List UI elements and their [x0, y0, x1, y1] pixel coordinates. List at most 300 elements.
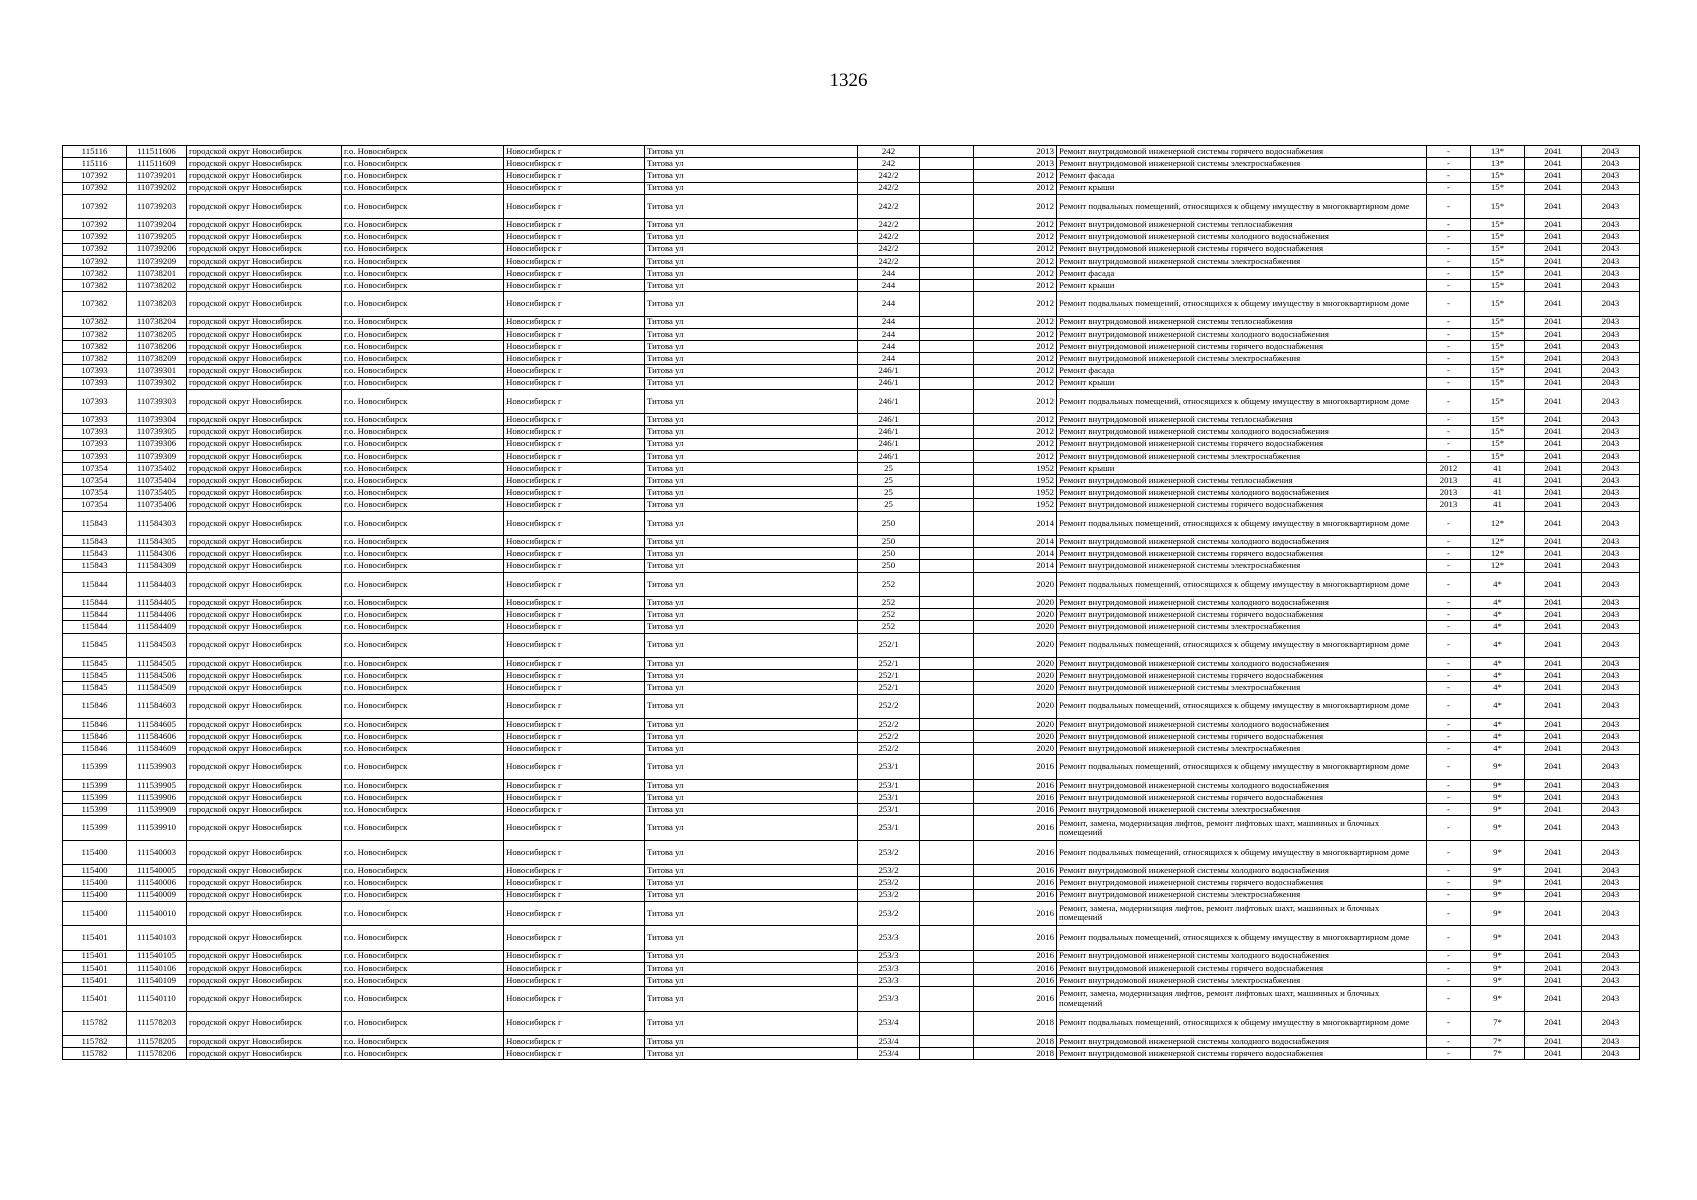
- cell-settlement: Новосибирск г: [504, 280, 645, 292]
- cell-plan-start-year: 2041: [1525, 950, 1582, 962]
- cell-work-type: Ремонт крыши: [1057, 462, 1427, 474]
- cell-street: Титова ул: [645, 597, 858, 609]
- cell-last-repair-year: -: [1427, 609, 1471, 621]
- cell-last-repair-year: -: [1427, 353, 1471, 365]
- cell-house-number: 244: [858, 267, 920, 279]
- cell-house-number: 252/2: [858, 718, 920, 730]
- cell-year-built: 2016: [974, 755, 1057, 779]
- cell-plan-start-year: 2041: [1525, 572, 1582, 596]
- cell-settlement: Новосибирск г: [504, 182, 645, 194]
- cell-work-type: Ремонт фасада: [1057, 365, 1427, 377]
- cell-municipal-district: г.о. Новосибирск: [342, 194, 504, 218]
- cell-element-id: 110735405: [127, 487, 187, 499]
- table-row: [63, 328, 1640, 340]
- cell-work-type: Ремонт, замена, модернизация лифтов, ремонт лифтовых шахт, машинных и блочных помещений: [1057, 816, 1427, 840]
- cell-settlement: Новосибирск г: [504, 926, 645, 950]
- cell-plan-end-year: 2043: [1582, 426, 1640, 438]
- cell-street: Титова ул: [645, 987, 858, 1011]
- cell-house-number: 242/2: [858, 255, 920, 267]
- cell-element-id: 110739201: [127, 170, 187, 182]
- cell-municipal-district: г.о. Новосибирск: [342, 267, 504, 279]
- cell-year-built: 2016: [974, 889, 1057, 901]
- cell-municipality: городской округ Новосибирск: [187, 926, 342, 950]
- table-row: [63, 536, 1640, 548]
- cell-last-repair-year: -: [1427, 743, 1471, 755]
- cell-plan-start-year: 2041: [1525, 621, 1582, 633]
- cell-house-number: 253/2: [858, 901, 920, 925]
- cell-plan-start-year: 2041: [1525, 438, 1582, 450]
- cell-building: [920, 1011, 974, 1035]
- cell-municipal-district: г.о. Новосибирск: [342, 475, 504, 487]
- cell-house-number: 25: [858, 475, 920, 487]
- cell-municipal-district: г.о. Новосибирск: [342, 560, 504, 572]
- cell-house-number: 252/1: [858, 682, 920, 694]
- cell-street: Титова ул: [645, 365, 858, 377]
- cell-plan-end-year: 2043: [1582, 560, 1640, 572]
- cell-last-repair-year: -: [1427, 1011, 1471, 1035]
- page-number: 1326: [829, 70, 868, 91]
- cell-element-id: 111584403: [127, 572, 187, 596]
- cell-settlement: Новосибирск г: [504, 1035, 645, 1047]
- cell-house-number: 246/1: [858, 426, 920, 438]
- cell-element-id: 111540010: [127, 901, 187, 925]
- cell-element-id: 110739305: [127, 426, 187, 438]
- cell-last-repair-year: -: [1427, 621, 1471, 633]
- cell-last-repair-year: -: [1427, 962, 1471, 974]
- cell-last-repair-year: -: [1427, 597, 1471, 609]
- cell-element-id: 110739205: [127, 231, 187, 243]
- cell-plan-start-year: 2041: [1525, 255, 1582, 267]
- cell-wear-level: 12*: [1471, 511, 1525, 535]
- cell-plan-start-year: 2041: [1525, 718, 1582, 730]
- cell-element-id: 111584303: [127, 511, 187, 535]
- cell-street: Титова ул: [645, 840, 858, 864]
- cell-plan-start-year: 2041: [1525, 389, 1582, 413]
- cell-year-built: 2014: [974, 560, 1057, 572]
- table-row: [63, 926, 1640, 950]
- cell-work-type: Ремонт внутридомовой инженерной системы холодного водоснабжения: [1057, 426, 1427, 438]
- cell-house-id: 107392: [63, 182, 127, 194]
- cell-wear-level: 15*: [1471, 255, 1525, 267]
- cell-house-id: 107393: [63, 377, 127, 389]
- cell-last-repair-year: -: [1427, 560, 1471, 572]
- cell-building: [920, 267, 974, 279]
- cell-house-number: 252/1: [858, 670, 920, 682]
- cell-house-id: 115843: [63, 511, 127, 535]
- cell-settlement: Новосибирск г: [504, 572, 645, 596]
- cell-house-number: 253/3: [858, 926, 920, 950]
- cell-settlement: Новосибирск г: [504, 158, 645, 170]
- cell-municipality: городской округ Новосибирск: [187, 267, 342, 279]
- cell-work-type: Ремонт внутридомовой инженерной системы горячего водоснабжения: [1057, 731, 1427, 743]
- table-row: [63, 316, 1640, 328]
- cell-wear-level: 9*: [1471, 950, 1525, 962]
- cell-work-type: Ремонт внутридомовой инженерной системы горячего водоснабжения: [1057, 877, 1427, 889]
- cell-municipality: городской округ Новосибирск: [187, 731, 342, 743]
- cell-settlement: Новосибирск г: [504, 316, 645, 328]
- cell-plan-start-year: 2041: [1525, 633, 1582, 657]
- cell-plan-end-year: 2043: [1582, 280, 1640, 292]
- cell-year-built: 2016: [974, 987, 1057, 1011]
- cell-house-id: 115116: [63, 158, 127, 170]
- cell-municipal-district: г.о. Новосибирск: [342, 950, 504, 962]
- cell-work-type: Ремонт внутридомовой инженерной системы электроснабжения: [1057, 353, 1427, 365]
- cell-year-built: 2012: [974, 231, 1057, 243]
- cell-year-built: 2018: [974, 1048, 1057, 1060]
- cell-house-id: 115844: [63, 609, 127, 621]
- cell-wear-level: 15*: [1471, 267, 1525, 279]
- cell-building: [920, 962, 974, 974]
- cell-street: Титова ул: [645, 499, 858, 511]
- cell-element-id: 111539903: [127, 755, 187, 779]
- cell-building: [920, 889, 974, 901]
- cell-element-id: 111540103: [127, 926, 187, 950]
- cell-plan-start-year: 2041: [1525, 962, 1582, 974]
- cell-house-number: 253/1: [858, 792, 920, 804]
- cell-house-number: 253/2: [858, 865, 920, 877]
- cell-house-number: 242/2: [858, 170, 920, 182]
- cell-plan-start-year: 2041: [1525, 377, 1582, 389]
- cell-year-built: 2012: [974, 292, 1057, 316]
- cell-work-type: Ремонт внутридомовой инженерной системы горячего водоснабжения: [1057, 962, 1427, 974]
- cell-street: Титова ул: [645, 743, 858, 755]
- cell-house-id: 107354: [63, 475, 127, 487]
- cell-building: [920, 511, 974, 535]
- cell-year-built: 2012: [974, 426, 1057, 438]
- cell-plan-end-year: 2043: [1582, 779, 1640, 791]
- cell-year-built: 2012: [974, 365, 1057, 377]
- cell-settlement: Новосибирск г: [504, 365, 645, 377]
- cell-last-repair-year: -: [1427, 1048, 1471, 1060]
- cell-building: [920, 438, 974, 450]
- cell-plan-start-year: 2041: [1525, 901, 1582, 925]
- table-row: [63, 974, 1640, 986]
- cell-street: Титова ул: [645, 926, 858, 950]
- cell-building: [920, 682, 974, 694]
- cell-municipality: городской округ Новосибирск: [187, 194, 342, 218]
- cell-settlement: Новосибирск г: [504, 974, 645, 986]
- cell-year-built: 1952: [974, 462, 1057, 474]
- cell-element-id: 111539905: [127, 779, 187, 791]
- cell-work-type: Ремонт подвальных помещений, относящихся к общему имуществу в многоквартирном доме: [1057, 755, 1427, 779]
- cell-last-repair-year: -: [1427, 718, 1471, 730]
- cell-house-number: 252/1: [858, 633, 920, 657]
- cell-municipality: городской округ Новосибирск: [187, 158, 342, 170]
- cell-year-built: 2012: [974, 328, 1057, 340]
- cell-last-repair-year: -: [1427, 877, 1471, 889]
- cell-building: [920, 1048, 974, 1060]
- cell-municipal-district: г.о. Новосибирск: [342, 682, 504, 694]
- cell-plan-end-year: 2043: [1582, 414, 1640, 426]
- cell-municipality: городской округ Новосибирск: [187, 950, 342, 962]
- cell-municipal-district: г.о. Новосибирск: [342, 146, 504, 158]
- cell-last-repair-year: -: [1427, 670, 1471, 682]
- cell-municipality: городской округ Новосибирск: [187, 231, 342, 243]
- cell-house-id: 115846: [63, 731, 127, 743]
- cell-house-id: 115400: [63, 889, 127, 901]
- cell-last-repair-year: -: [1427, 816, 1471, 840]
- cell-element-id: 111540003: [127, 840, 187, 864]
- cell-municipality: городской округ Новосибирск: [187, 438, 342, 450]
- cell-settlement: Новосибирск г: [504, 779, 645, 791]
- cell-building: [920, 389, 974, 413]
- cell-house-number: 246/1: [858, 438, 920, 450]
- cell-municipal-district: г.о. Новосибирск: [342, 974, 504, 986]
- cell-wear-level: 15*: [1471, 219, 1525, 231]
- cell-wear-level: 9*: [1471, 962, 1525, 974]
- cell-municipality: городской округ Новосибирск: [187, 255, 342, 267]
- cell-plan-start-year: 2041: [1525, 1035, 1582, 1047]
- cell-house-number: 242/2: [858, 243, 920, 255]
- cell-settlement: Новосибирск г: [504, 865, 645, 877]
- cell-house-number: 253/2: [858, 877, 920, 889]
- cell-wear-level: 12*: [1471, 548, 1525, 560]
- cell-wear-level: 4*: [1471, 657, 1525, 669]
- cell-work-type: Ремонт внутридомовой инженерной системы холодного водоснабжения: [1057, 231, 1427, 243]
- table-row: [63, 487, 1640, 499]
- cell-house-id: 115400: [63, 865, 127, 877]
- cell-work-type: Ремонт подвальных помещений, относящихся к общему имуществу в многоквартирном доме: [1057, 511, 1427, 535]
- cell-plan-start-year: 2041: [1525, 475, 1582, 487]
- cell-plan-end-year: 2043: [1582, 194, 1640, 218]
- cell-work-type: Ремонт фасада: [1057, 267, 1427, 279]
- cell-building: [920, 414, 974, 426]
- cell-building: [920, 182, 974, 194]
- cell-plan-end-year: 2043: [1582, 1035, 1640, 1047]
- cell-municipal-district: г.о. Новосибирск: [342, 694, 504, 718]
- cell-last-repair-year: 2013: [1427, 487, 1471, 499]
- cell-settlement: Новосибирск г: [504, 146, 645, 158]
- cell-plan-end-year: 2043: [1582, 487, 1640, 499]
- cell-municipality: городской округ Новосибирск: [187, 1048, 342, 1060]
- cell-house-id: 115843: [63, 548, 127, 560]
- cell-municipal-district: г.о. Новосибирск: [342, 792, 504, 804]
- cell-municipality: городской округ Новосибирск: [187, 353, 342, 365]
- cell-street: Титова ул: [645, 779, 858, 791]
- cell-wear-level: 15*: [1471, 292, 1525, 316]
- cell-plan-start-year: 2041: [1525, 536, 1582, 548]
- cell-building: [920, 779, 974, 791]
- cell-wear-level: 7*: [1471, 1048, 1525, 1060]
- table-row: [63, 633, 1640, 657]
- cell-element-id: 111511609: [127, 158, 187, 170]
- cell-municipality: городской округ Новосибирск: [187, 718, 342, 730]
- cell-settlement: Новосибирск г: [504, 877, 645, 889]
- cell-element-id: 111584603: [127, 694, 187, 718]
- cell-house-id: 115782: [63, 1048, 127, 1060]
- cell-last-repair-year: -: [1427, 901, 1471, 925]
- table-row: [63, 438, 1640, 450]
- cell-work-type: Ремонт крыши: [1057, 182, 1427, 194]
- cell-house-id: 107392: [63, 255, 127, 267]
- cell-street: Титова ул: [645, 158, 858, 170]
- cell-last-repair-year: -: [1427, 280, 1471, 292]
- cell-street: Титова ул: [645, 255, 858, 267]
- cell-plan-start-year: 2041: [1525, 597, 1582, 609]
- cell-last-repair-year: -: [1427, 926, 1471, 950]
- cell-element-id: 111584306: [127, 548, 187, 560]
- cell-element-id: 111540110: [127, 987, 187, 1011]
- cell-house-number: 253/3: [858, 950, 920, 962]
- cell-street: Титова ул: [645, 889, 858, 901]
- cell-street: Титова ул: [645, 426, 858, 438]
- cell-municipal-district: г.о. Новосибирск: [342, 255, 504, 267]
- cell-street: Титова ул: [645, 718, 858, 730]
- cell-wear-level: 15*: [1471, 170, 1525, 182]
- cell-plan-start-year: 2041: [1525, 450, 1582, 462]
- cell-last-repair-year: -: [1427, 755, 1471, 779]
- cell-settlement: Новосибирск г: [504, 487, 645, 499]
- cell-house-number: 252/2: [858, 743, 920, 755]
- cell-wear-level: 15*: [1471, 328, 1525, 340]
- cell-work-type: Ремонт внутридомовой инженерной системы электроснабжения: [1057, 974, 1427, 986]
- cell-element-id: 110739306: [127, 438, 187, 450]
- cell-element-id: 110735404: [127, 475, 187, 487]
- cell-year-built: 2020: [974, 731, 1057, 743]
- cell-year-built: 2016: [974, 950, 1057, 962]
- cell-plan-start-year: 2041: [1525, 548, 1582, 560]
- cell-year-built: 2016: [974, 877, 1057, 889]
- cell-settlement: Новосибирск г: [504, 219, 645, 231]
- table-row: [63, 731, 1640, 743]
- cell-street: Титова ул: [645, 243, 858, 255]
- cell-house-number: 252: [858, 609, 920, 621]
- cell-plan-start-year: 2041: [1525, 974, 1582, 986]
- cell-work-type: Ремонт, замена, модернизация лифтов, ремонт лифтовых шахт, машинных и блочных помещений: [1057, 987, 1427, 1011]
- table-row: [63, 597, 1640, 609]
- cell-work-type: Ремонт фасада: [1057, 170, 1427, 182]
- cell-plan-start-year: 2041: [1525, 182, 1582, 194]
- cell-municipal-district: г.о. Новосибирск: [342, 840, 504, 864]
- table-row: [63, 450, 1640, 462]
- cell-plan-end-year: 2043: [1582, 267, 1640, 279]
- cell-last-repair-year: -: [1427, 779, 1471, 791]
- cell-municipality: городской округ Новосибирск: [187, 743, 342, 755]
- cell-year-built: 2020: [974, 670, 1057, 682]
- table-row: [63, 146, 1640, 158]
- cell-house-id: 107393: [63, 389, 127, 413]
- cell-last-repair-year: -: [1427, 328, 1471, 340]
- cell-year-built: 2020: [974, 597, 1057, 609]
- cell-municipality: городской округ Новосибирск: [187, 1035, 342, 1047]
- cell-street: Титова ул: [645, 755, 858, 779]
- cell-house-id: 115846: [63, 743, 127, 755]
- cell-municipal-district: г.о. Новосибирск: [342, 743, 504, 755]
- cell-municipal-district: г.о. Новосибирск: [342, 804, 504, 816]
- cell-work-type: Ремонт внутридомовой инженерной системы горячего водоснабжения: [1057, 792, 1427, 804]
- table-row: [63, 194, 1640, 218]
- cell-house-id: 107392: [63, 194, 127, 218]
- cell-house-id: 115401: [63, 926, 127, 950]
- cell-house-id: 107354: [63, 499, 127, 511]
- cell-house-id: 107393: [63, 414, 127, 426]
- cell-settlement: Новосибирск г: [504, 633, 645, 657]
- cell-wear-level: 9*: [1471, 755, 1525, 779]
- cell-plan-end-year: 2043: [1582, 450, 1640, 462]
- cell-house-id: 115844: [63, 572, 127, 596]
- cell-street: Титова ул: [645, 1048, 858, 1060]
- cell-settlement: Новосибирск г: [504, 987, 645, 1011]
- cell-wear-level: 4*: [1471, 597, 1525, 609]
- cell-municipal-district: г.о. Новосибирск: [342, 816, 504, 840]
- cell-wear-level: 7*: [1471, 1035, 1525, 1047]
- cell-municipal-district: г.о. Новосибирск: [342, 231, 504, 243]
- cell-house-id: 115844: [63, 597, 127, 609]
- cell-wear-level: 13*: [1471, 158, 1525, 170]
- cell-plan-end-year: 2043: [1582, 792, 1640, 804]
- cell-house-id: 115399: [63, 779, 127, 791]
- cell-house-id: 115782: [63, 1035, 127, 1047]
- cell-wear-level: 4*: [1471, 743, 1525, 755]
- cell-building: [920, 487, 974, 499]
- cell-plan-start-year: 2041: [1525, 657, 1582, 669]
- table-row: [63, 865, 1640, 877]
- cell-house-id: 107392: [63, 219, 127, 231]
- cell-municipality: городской округ Новосибирск: [187, 889, 342, 901]
- table-row: [63, 341, 1640, 353]
- cell-house-id: 107382: [63, 280, 127, 292]
- cell-street: Титова ул: [645, 414, 858, 426]
- cell-last-repair-year: -: [1427, 231, 1471, 243]
- cell-plan-start-year: 2041: [1525, 462, 1582, 474]
- cell-plan-start-year: 2041: [1525, 560, 1582, 572]
- cell-house-number: 242/2: [858, 194, 920, 218]
- cell-settlement: Новосибирск г: [504, 438, 645, 450]
- cell-plan-end-year: 2043: [1582, 389, 1640, 413]
- cell-settlement: Новосибирск г: [504, 731, 645, 743]
- cell-municipality: городской округ Новосибирск: [187, 609, 342, 621]
- cell-building: [920, 146, 974, 158]
- table-row: [63, 694, 1640, 718]
- cell-municipality: городской округ Новосибирск: [187, 633, 342, 657]
- table-row: [63, 755, 1640, 779]
- table-row: [63, 901, 1640, 925]
- cell-element-id: 110739303: [127, 389, 187, 413]
- cell-house-number: 253/1: [858, 755, 920, 779]
- cell-municipal-district: г.о. Новосибирск: [342, 1048, 504, 1060]
- cell-house-id: 107382: [63, 341, 127, 353]
- cell-year-built: 2012: [974, 170, 1057, 182]
- cell-building: [920, 877, 974, 889]
- cell-street: Титова ул: [645, 609, 858, 621]
- cell-street: Титова ул: [645, 170, 858, 182]
- cell-element-id: 110739304: [127, 414, 187, 426]
- cell-year-built: 2012: [974, 182, 1057, 194]
- cell-house-number: 253/4: [858, 1048, 920, 1060]
- cell-year-built: 2018: [974, 1011, 1057, 1035]
- table-row: [63, 621, 1640, 633]
- cell-element-id: 110738203: [127, 292, 187, 316]
- cell-building: [920, 974, 974, 986]
- cell-element-id: 111584503: [127, 633, 187, 657]
- cell-house-number: 250: [858, 560, 920, 572]
- cell-work-type: Ремонт внутридомовой инженерной системы теплоснабжения: [1057, 316, 1427, 328]
- cell-plan-end-year: 2043: [1582, 536, 1640, 548]
- table-row: [63, 572, 1640, 596]
- cell-wear-level: 15*: [1471, 414, 1525, 426]
- cell-municipal-district: г.о. Новосибирск: [342, 243, 504, 255]
- cell-year-built: 2013: [974, 146, 1057, 158]
- cell-building: [920, 718, 974, 730]
- cell-work-type: Ремонт внутридомовой инженерной системы электроснабжения: [1057, 450, 1427, 462]
- cell-street: Титова ул: [645, 389, 858, 413]
- cell-plan-end-year: 2043: [1582, 816, 1640, 840]
- cell-house-id: 107354: [63, 487, 127, 499]
- cell-house-number: 244: [858, 280, 920, 292]
- cell-work-type: Ремонт, замена, модернизация лифтов, ремонт лифтовых шахт, машинных и блочных помещений: [1057, 901, 1427, 925]
- cell-municipality: городской округ Новосибирск: [187, 146, 342, 158]
- cell-plan-end-year: 2043: [1582, 633, 1640, 657]
